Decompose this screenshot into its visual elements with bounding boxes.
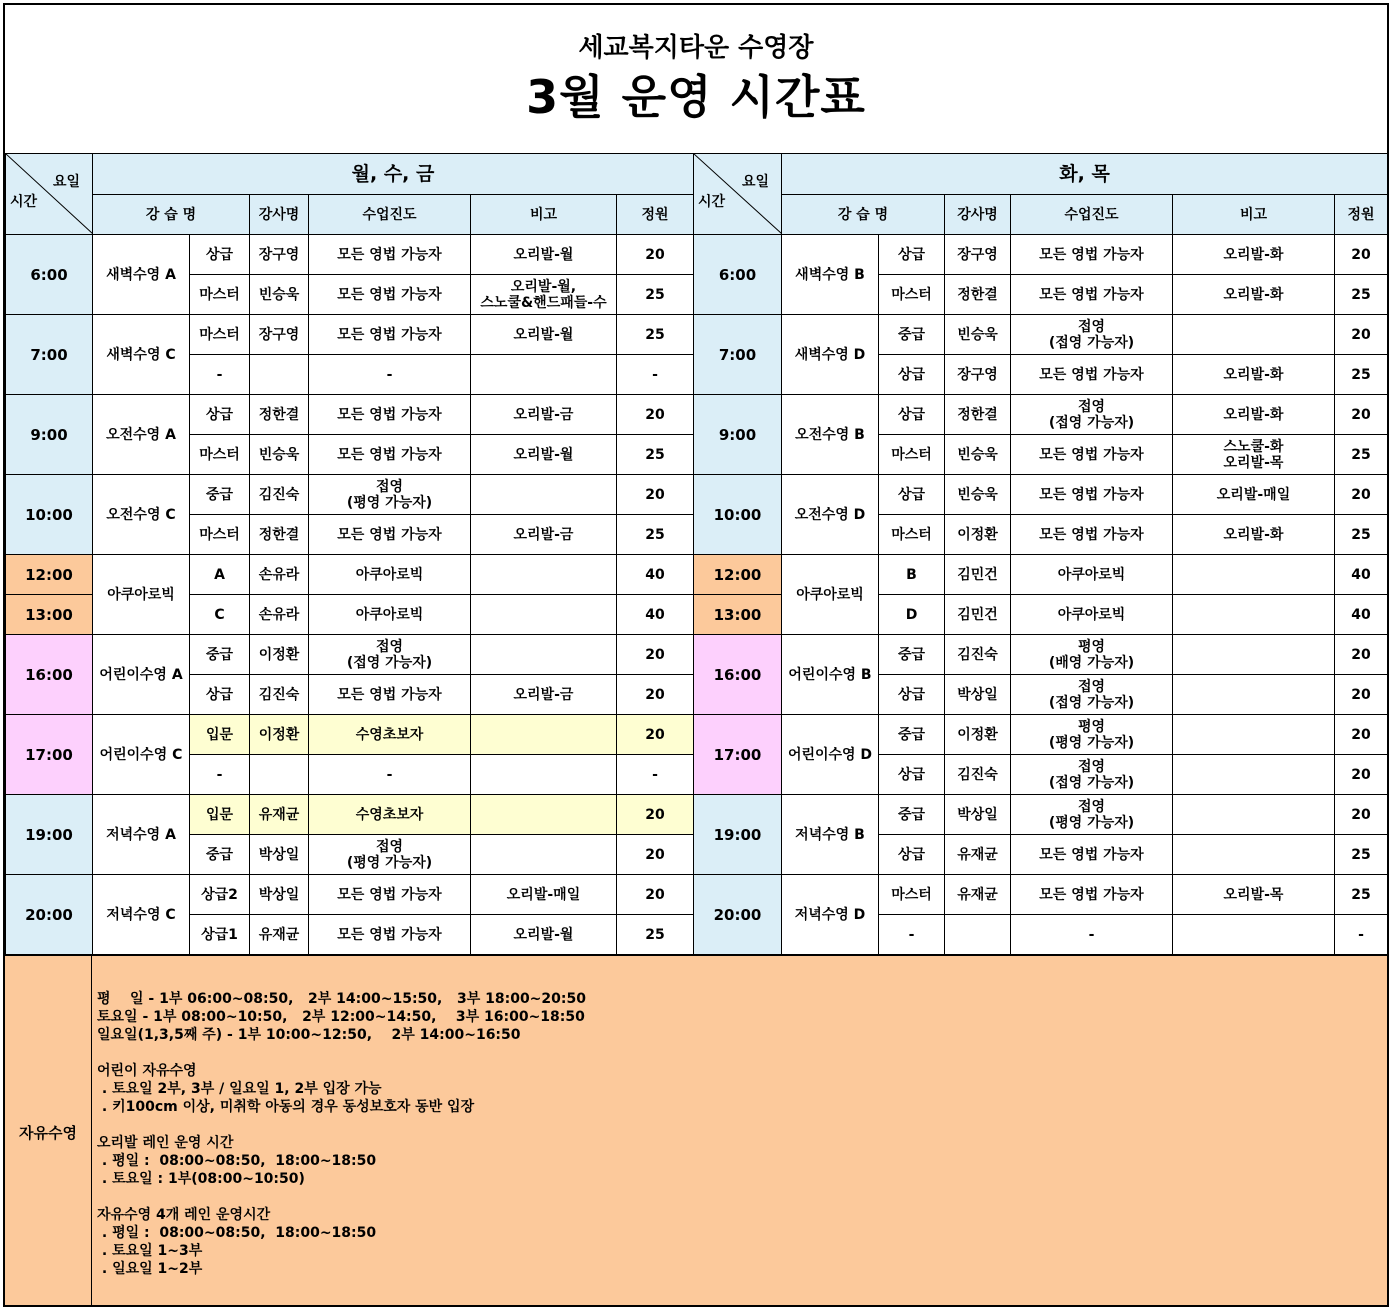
instructor-cell: 유재균 bbox=[945, 875, 1011, 915]
note-cell: 오리발-월 bbox=[471, 915, 617, 955]
note-cell: 오리발-화 bbox=[1173, 235, 1335, 275]
free-swim-line: . 토요일 1~3부 bbox=[97, 1243, 203, 1259]
progress-cell: 모든 영법 가능자 bbox=[309, 395, 471, 435]
title-area bbox=[5, 5, 1387, 153]
note-cell bbox=[471, 835, 617, 875]
free-swim-line: . 키100cm 이상, 미취학 아동의 경우 동성보호자 동반 입장 bbox=[97, 1099, 475, 1115]
level-cell: 상급 bbox=[879, 355, 945, 395]
day-time-corner-cell bbox=[694, 154, 782, 235]
time-label: 시간 bbox=[10, 194, 38, 210]
table-row bbox=[694, 475, 1388, 515]
note-cell bbox=[471, 355, 617, 395]
time-cell: 17:00 bbox=[6, 715, 93, 795]
cap-cell: 40 bbox=[1335, 555, 1388, 595]
note-cell: 오리발-목 bbox=[1173, 875, 1335, 915]
course-name-cell: 저녁수영 B bbox=[782, 795, 879, 875]
level-cell: 마스터 bbox=[190, 515, 250, 555]
instructor-cell: 유재균 bbox=[945, 835, 1011, 875]
level-cell: 중급 bbox=[879, 795, 945, 835]
course-name-cell: 새벽수영 D bbox=[782, 315, 879, 395]
instructor-cell: 빈승욱 bbox=[945, 475, 1011, 515]
progress-cell: 접영 (접영 가능자) bbox=[1011, 315, 1173, 355]
cap-cell: 20 bbox=[617, 875, 694, 915]
cap-cell: 20 bbox=[1335, 795, 1388, 835]
note-header: 비고 bbox=[1173, 195, 1335, 235]
instructor-cell: 유재균 bbox=[250, 915, 309, 955]
free-swim-info bbox=[97, 990, 586, 1278]
cap-cell: - bbox=[617, 755, 694, 795]
progress-cell: 모든 영법 가능자 bbox=[1011, 475, 1173, 515]
cap-cell: 25 bbox=[1335, 435, 1388, 475]
progress-cell: 모든 영법 가능자 bbox=[1011, 235, 1173, 275]
table-row bbox=[694, 555, 1388, 595]
cap-cell: 25 bbox=[1335, 835, 1388, 875]
course-name-header: 강 습 명 bbox=[93, 195, 250, 235]
instructor-cell: 손유라 bbox=[250, 555, 309, 595]
course-name-cell: 오전수영 A bbox=[93, 395, 190, 475]
level-cell: A bbox=[190, 555, 250, 595]
instructor-cell: 손유라 bbox=[250, 595, 309, 635]
cap-cell: 25 bbox=[1335, 875, 1388, 915]
course-name-cell: 새벽수영 B bbox=[782, 235, 879, 315]
cap-cell: 20 bbox=[1335, 315, 1388, 355]
instructor-cell: 박상일 bbox=[250, 875, 309, 915]
instructor-cell: 정한결 bbox=[250, 395, 309, 435]
free-swim-line: 일요일(1,3,5째 주) - 1부 10:00~12:50, 2부 14:00~16:50 bbox=[97, 1027, 521, 1043]
progress-cell: 모든 영법 가능자 bbox=[1011, 515, 1173, 555]
note-cell: 오리발-화 bbox=[1173, 515, 1335, 555]
cap-cell: 20 bbox=[1335, 715, 1388, 755]
level-cell: - bbox=[879, 915, 945, 955]
progress-cell: 모든 영법 가능자 bbox=[309, 315, 471, 355]
table-row bbox=[6, 795, 694, 835]
cap-cell: - bbox=[617, 355, 694, 395]
progress-cell: 모든 영법 가능자 bbox=[309, 915, 471, 955]
instructor-cell: 박상일 bbox=[250, 835, 309, 875]
cap-cell: 20 bbox=[617, 795, 694, 835]
time-cell: 13:00 bbox=[694, 595, 782, 635]
instructor-cell: 박상일 bbox=[945, 675, 1011, 715]
cap-cell: 25 bbox=[617, 275, 694, 315]
schedule-table-mon-wed-fri bbox=[5, 153, 694, 955]
instructor-cell: 김진숙 bbox=[250, 475, 309, 515]
course-name-cell: 어린이수영 A bbox=[93, 635, 190, 715]
level-cell: 마스터 bbox=[879, 875, 945, 915]
note-cell bbox=[1173, 795, 1335, 835]
free-swim-line: . 평일 : 08:00~08:50, 18:00~18:50 bbox=[97, 1225, 377, 1241]
free-swim-label: 자유수영 bbox=[5, 956, 92, 1307]
progress-header: 수업진도 bbox=[309, 195, 471, 235]
instructor-cell: 장구영 bbox=[250, 315, 309, 355]
time-cell: 7:00 bbox=[694, 315, 782, 395]
cap-cell: 20 bbox=[1335, 635, 1388, 675]
level-cell: 중급 bbox=[190, 835, 250, 875]
instructor-cell: 이정환 bbox=[250, 715, 309, 755]
time-cell: 17:00 bbox=[694, 715, 782, 795]
note-cell: 오리발-화 bbox=[1173, 355, 1335, 395]
note-cell bbox=[1173, 595, 1335, 635]
course-name-cell: 새벽수영 C bbox=[93, 315, 190, 395]
progress-cell: 모든 영법 가능자 bbox=[1011, 275, 1173, 315]
note-cell: 오리발-월 bbox=[471, 315, 617, 355]
free-swim-line: . 토요일 : 1부(08:00~10:50) bbox=[97, 1171, 305, 1187]
cap-cell: 20 bbox=[617, 635, 694, 675]
progress-cell: 접영 (평영 가능자) bbox=[1011, 795, 1173, 835]
note-cell bbox=[1173, 635, 1335, 675]
progress-cell: 접영 (접영 가능자) bbox=[309, 635, 471, 675]
note-cell bbox=[471, 475, 617, 515]
course-name-header: 강 습 명 bbox=[782, 195, 945, 235]
table-row bbox=[6, 475, 694, 515]
table-row bbox=[6, 715, 694, 755]
instructor-cell: 빈승욱 bbox=[250, 275, 309, 315]
note-cell bbox=[471, 795, 617, 835]
course-name-cell: 저녁수영 D bbox=[782, 875, 879, 955]
level-cell: 상급 bbox=[879, 395, 945, 435]
level-cell: 상급 bbox=[879, 675, 945, 715]
time-cell: 19:00 bbox=[694, 795, 782, 875]
cap-cell: 20 bbox=[617, 395, 694, 435]
progress-cell: 모든 영법 가능자 bbox=[309, 875, 471, 915]
note-cell: 오리발-금 bbox=[471, 515, 617, 555]
table-row bbox=[6, 395, 694, 435]
note-cell: 오리발-매일 bbox=[471, 875, 617, 915]
progress-cell: - bbox=[1011, 915, 1173, 955]
free-swim-line bbox=[97, 1044, 586, 1062]
table-row bbox=[694, 875, 1388, 915]
note-cell: 오리발-금 bbox=[471, 395, 617, 435]
instructor-cell: 김민건 bbox=[945, 555, 1011, 595]
days-header: 월, 수, 금 bbox=[93, 154, 694, 195]
free-swim-line: 자유수영 4개 레인 운영시간 bbox=[97, 1207, 271, 1223]
progress-cell: 아쿠아로빅 bbox=[309, 595, 471, 635]
course-name-cell: 아쿠아로빅 bbox=[93, 555, 190, 635]
free-swim-line: 토요일 - 1부 08:00~10:50, 2부 12:00~14:50, 3부 16:00~18:50 bbox=[97, 1009, 585, 1025]
note-cell bbox=[471, 715, 617, 755]
cap-cell: 20 bbox=[617, 835, 694, 875]
instructor-cell: 장구영 bbox=[250, 235, 309, 275]
note-cell: 오리발-월, 스노쿨&핸드패들-수 bbox=[471, 275, 617, 315]
free-swim-line: . 평일 : 08:00~08:50, 18:00~18:50 bbox=[97, 1153, 377, 1169]
table-row bbox=[6, 555, 694, 595]
instructor-cell: 김진숙 bbox=[250, 675, 309, 715]
instructor-cell: 빈승욱 bbox=[945, 435, 1011, 475]
free-swim-section bbox=[5, 955, 1387, 1307]
cap-cell: 20 bbox=[1335, 755, 1388, 795]
cap-cell: 25 bbox=[617, 315, 694, 355]
note-cell bbox=[1173, 715, 1335, 755]
instructor-cell: 정한결 bbox=[945, 275, 1011, 315]
cap-cell: 20 bbox=[1335, 235, 1388, 275]
table-row bbox=[694, 635, 1388, 675]
course-name-cell: 어린이수영 C bbox=[93, 715, 190, 795]
progress-cell: 아쿠아로빅 bbox=[1011, 595, 1173, 635]
progress-cell: 모든 영법 가능자 bbox=[1011, 835, 1173, 875]
time-cell: 16:00 bbox=[6, 635, 93, 715]
level-cell: 상급 bbox=[879, 235, 945, 275]
level-cell: - bbox=[190, 755, 250, 795]
instructor-cell: 빈승욱 bbox=[945, 315, 1011, 355]
free-swim-line: 어린이 자유수영 bbox=[97, 1063, 197, 1079]
cap-cell: 25 bbox=[617, 435, 694, 475]
time-cell: 16:00 bbox=[694, 635, 782, 715]
level-cell: 중급 bbox=[879, 315, 945, 355]
cap-cell: 20 bbox=[617, 715, 694, 755]
note-cell bbox=[1173, 835, 1335, 875]
instructor-cell: 정한결 bbox=[945, 395, 1011, 435]
note-cell: 오리발-화 bbox=[1173, 275, 1335, 315]
time-label: 시간 bbox=[698, 194, 726, 210]
time-cell: 12:00 bbox=[6, 555, 93, 595]
table-row bbox=[694, 715, 1388, 755]
instructor-header: 강사명 bbox=[250, 195, 309, 235]
cap-cell: 20 bbox=[617, 235, 694, 275]
free-swim-line: 오리발 레인 운영 시간 bbox=[97, 1135, 234, 1151]
table-row bbox=[694, 395, 1388, 435]
note-cell bbox=[1173, 315, 1335, 355]
table-row bbox=[6, 315, 694, 355]
instructor-cell: 빈승욱 bbox=[250, 435, 309, 475]
time-cell: 20:00 bbox=[6, 875, 93, 955]
day-label: 요일 bbox=[52, 174, 80, 190]
level-cell: 중급 bbox=[879, 715, 945, 755]
table-row bbox=[6, 875, 694, 915]
level-cell: D bbox=[879, 595, 945, 635]
instructor-cell: 김진숙 bbox=[945, 635, 1011, 675]
level-cell: 중급 bbox=[190, 475, 250, 515]
progress-cell: 접영 (접영 가능자) bbox=[1011, 395, 1173, 435]
progress-cell: - bbox=[309, 755, 471, 795]
days-header: 화, 목 bbox=[782, 154, 1388, 195]
progress-cell: 모든 영법 가능자 bbox=[1011, 875, 1173, 915]
note-cell: 스노쿨-화 오리발-목 bbox=[1173, 435, 1335, 475]
cap-cell: 20 bbox=[1335, 475, 1388, 515]
table-row bbox=[6, 635, 694, 675]
cap-cell: 25 bbox=[1335, 275, 1388, 315]
cap-cell: 40 bbox=[1335, 595, 1388, 635]
level-cell: 중급 bbox=[190, 635, 250, 675]
progress-cell: 모든 영법 가능자 bbox=[309, 235, 471, 275]
level-cell: 상급1 bbox=[190, 915, 250, 955]
note-cell bbox=[471, 555, 617, 595]
cap-cell: - bbox=[1335, 915, 1388, 955]
cap-cell: 25 bbox=[1335, 355, 1388, 395]
table-row bbox=[694, 315, 1388, 355]
cap-cell: 20 bbox=[1335, 675, 1388, 715]
progress-cell: 평영 (평영 가능자) bbox=[1011, 715, 1173, 755]
day-time-corner-cell bbox=[6, 154, 93, 235]
instructor-cell bbox=[250, 355, 309, 395]
instructor-cell bbox=[250, 755, 309, 795]
day-label: 요일 bbox=[741, 174, 769, 190]
level-cell: 상급 bbox=[190, 395, 250, 435]
instructor-cell bbox=[945, 915, 1011, 955]
note-cell bbox=[1173, 555, 1335, 595]
time-cell: 7:00 bbox=[6, 315, 93, 395]
progress-cell: 모든 영법 가능자 bbox=[309, 275, 471, 315]
note-cell: 오리발-매일 bbox=[1173, 475, 1335, 515]
level-cell: 마스터 bbox=[190, 315, 250, 355]
note-cell: 오리발-월 bbox=[471, 435, 617, 475]
progress-cell: 수영초보자 bbox=[309, 795, 471, 835]
progress-cell: 아쿠아로빅 bbox=[309, 555, 471, 595]
course-name-cell: 오전수영 D bbox=[782, 475, 879, 555]
header-row-columns bbox=[6, 195, 694, 235]
progress-cell: - bbox=[309, 355, 471, 395]
table-row bbox=[694, 235, 1388, 275]
note-cell bbox=[471, 635, 617, 675]
capacity-header: 정원 bbox=[1335, 195, 1388, 235]
progress-cell: 접영 (접영 가능자) bbox=[1011, 755, 1173, 795]
progress-cell: 모든 영법 가능자 bbox=[309, 675, 471, 715]
timetable-sheet bbox=[3, 3, 1389, 1307]
table-row bbox=[694, 795, 1388, 835]
time-cell: 6:00 bbox=[694, 235, 782, 315]
course-name-cell: 어린이수영 D bbox=[782, 715, 879, 795]
page-title: 3월 운영 시간표 bbox=[526, 70, 866, 124]
progress-cell: 모든 영법 가능자 bbox=[309, 435, 471, 475]
capacity-header: 정원 bbox=[617, 195, 694, 235]
instructor-cell: 이정환 bbox=[945, 515, 1011, 555]
time-cell: 20:00 bbox=[694, 875, 782, 955]
note-header: 비고 bbox=[471, 195, 617, 235]
progress-cell: 모든 영법 가능자 bbox=[1011, 355, 1173, 395]
level-cell: - bbox=[190, 355, 250, 395]
progress-cell: 접영 (평영 가능자) bbox=[309, 835, 471, 875]
time-cell: 12:00 bbox=[694, 555, 782, 595]
progress-cell: 평영 (배영 가능자) bbox=[1011, 635, 1173, 675]
time-cell: 9:00 bbox=[694, 395, 782, 475]
instructor-cell: 박상일 bbox=[945, 795, 1011, 835]
level-cell: C bbox=[190, 595, 250, 635]
schedule-table-tue-thu bbox=[693, 153, 1388, 955]
level-cell: 입문 bbox=[190, 795, 250, 835]
cap-cell: 25 bbox=[617, 915, 694, 955]
note-cell bbox=[471, 595, 617, 635]
level-cell: 상급2 bbox=[190, 875, 250, 915]
cap-cell: 20 bbox=[617, 675, 694, 715]
level-cell: 상급 bbox=[879, 475, 945, 515]
note-cell: 오리발-월 bbox=[471, 235, 617, 275]
instructor-cell: 정한결 bbox=[250, 515, 309, 555]
cap-cell: 40 bbox=[617, 555, 694, 595]
course-name-cell: 아쿠아로빅 bbox=[782, 555, 879, 635]
course-name-cell: 새벽수영 A bbox=[93, 235, 190, 315]
cap-cell: 20 bbox=[617, 475, 694, 515]
course-name-cell: 오전수영 C bbox=[93, 475, 190, 555]
note-cell bbox=[471, 755, 617, 795]
level-cell: 상급 bbox=[190, 235, 250, 275]
level-cell: 중급 bbox=[879, 635, 945, 675]
course-name-cell: 저녁수영 C bbox=[93, 875, 190, 955]
cap-cell: 25 bbox=[1335, 515, 1388, 555]
cap-cell: 40 bbox=[617, 595, 694, 635]
cap-cell: 20 bbox=[1335, 395, 1388, 435]
note-cell: 오리발-금 bbox=[471, 675, 617, 715]
time-cell: 19:00 bbox=[6, 795, 93, 875]
header-row-days bbox=[6, 154, 694, 195]
table-row bbox=[6, 235, 694, 275]
progress-cell: 수영초보자 bbox=[309, 715, 471, 755]
instructor-cell: 김진숙 bbox=[945, 755, 1011, 795]
progress-header: 수업진도 bbox=[1011, 195, 1173, 235]
cap-cell: 25 bbox=[617, 515, 694, 555]
instructor-cell: 장구영 bbox=[945, 355, 1011, 395]
progress-cell: 접영 (평영 가능자) bbox=[309, 475, 471, 515]
time-cell: 6:00 bbox=[6, 235, 93, 315]
header-row-days bbox=[694, 154, 1388, 195]
note-cell bbox=[1173, 755, 1335, 795]
free-swim-line: 평 일 - 1부 06:00~08:50, 2부 14:00~15:50, 3부 18:00~20:50 bbox=[97, 991, 586, 1007]
note-cell bbox=[1173, 675, 1335, 715]
instructor-cell: 이정환 bbox=[250, 635, 309, 675]
header-row-columns bbox=[694, 195, 1388, 235]
level-cell: 마스터 bbox=[879, 435, 945, 475]
free-swim-line: . 토요일 2부, 3부 / 일요일 1, 2부 입장 가능 bbox=[97, 1081, 382, 1097]
level-cell: 마스터 bbox=[879, 275, 945, 315]
level-cell: 마스터 bbox=[190, 275, 250, 315]
note-cell: 오리발-화 bbox=[1173, 395, 1335, 435]
time-cell: 10:00 bbox=[6, 475, 93, 555]
course-name-cell: 오전수영 B bbox=[782, 395, 879, 475]
instructor-cell: 이정환 bbox=[945, 715, 1011, 755]
level-cell: 입문 bbox=[190, 715, 250, 755]
progress-cell: 접영 (접영 가능자) bbox=[1011, 675, 1173, 715]
level-cell: 마스터 bbox=[190, 435, 250, 475]
note-cell bbox=[1173, 915, 1335, 955]
level-cell: 상급 bbox=[190, 675, 250, 715]
course-name-cell: 어린이수영 B bbox=[782, 635, 879, 715]
instructor-cell: 김민건 bbox=[945, 595, 1011, 635]
level-cell: B bbox=[879, 555, 945, 595]
time-cell: 10:00 bbox=[694, 475, 782, 555]
instructor-header: 강사명 bbox=[945, 195, 1011, 235]
level-cell: 상급 bbox=[879, 755, 945, 795]
facility-title: 세교복지타운 수영장 bbox=[578, 33, 814, 63]
time-cell: 13:00 bbox=[6, 595, 93, 635]
instructor-cell: 장구영 bbox=[945, 235, 1011, 275]
time-cell: 9:00 bbox=[6, 395, 93, 475]
free-swim-line: . 일요일 1~2부 bbox=[97, 1261, 203, 1277]
level-cell: 마스터 bbox=[879, 515, 945, 555]
level-cell: 상급 bbox=[879, 835, 945, 875]
progress-cell: 아쿠아로빅 bbox=[1011, 555, 1173, 595]
progress-cell: 모든 영법 가능자 bbox=[1011, 435, 1173, 475]
free-swim-line bbox=[97, 1188, 586, 1206]
progress-cell: 모든 영법 가능자 bbox=[309, 515, 471, 555]
course-name-cell: 저녁수영 A bbox=[93, 795, 190, 875]
instructor-cell: 유재균 bbox=[250, 795, 309, 835]
free-swim-line bbox=[97, 1116, 586, 1134]
